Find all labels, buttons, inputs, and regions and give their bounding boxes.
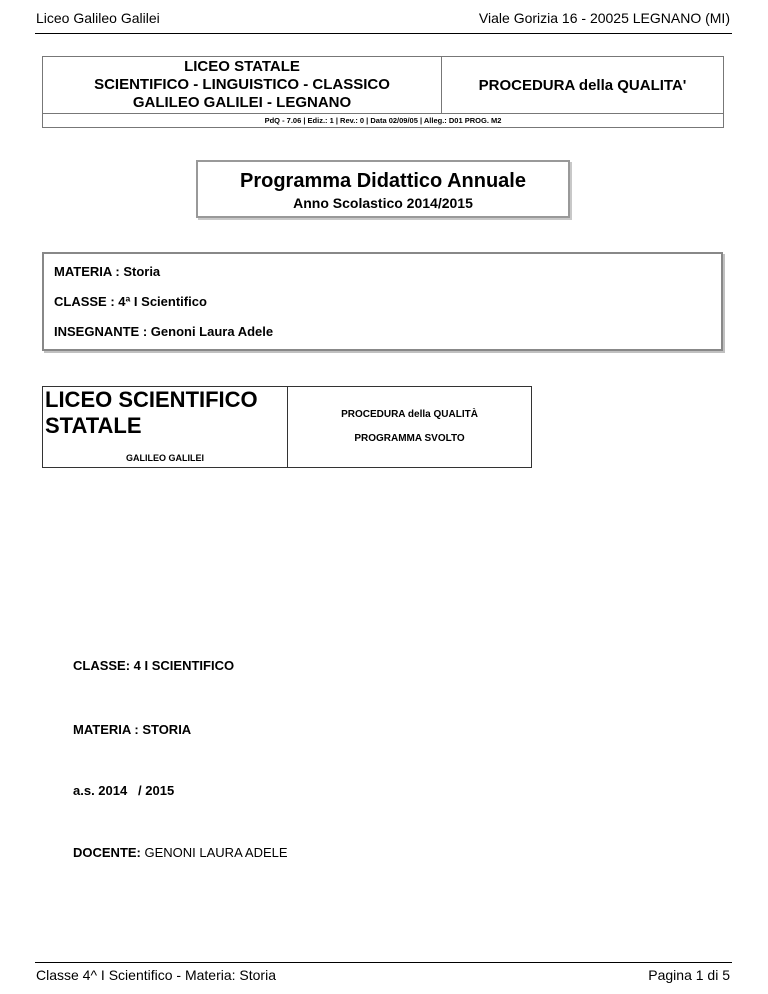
body-docente	[73, 845, 288, 860]
school-line-3: GALILEO GALILEI - LEGNANO	[132, 94, 352, 111]
school-line-1: LICEO STATALE	[184, 58, 300, 75]
liceo-header-table	[42, 386, 532, 468]
liceo-program: PROGRAMMA SVOLTO	[354, 433, 465, 444]
page-number: Pagina 1 di 5	[648, 967, 730, 983]
liceo-title	[45, 387, 258, 439]
page-header-right: Viale Gorizia 16 - 20025 LEGNANO (MI)	[478, 10, 730, 26]
school-line-2: SCIENTIFICO - LINGUISTICO - CLASSICO	[94, 76, 390, 93]
program-title: Programma Didattico Annuale	[240, 170, 526, 192]
liceo-procedure-cell	[288, 387, 531, 467]
liceo-title-line-1: LICEO SCIENTIFICO	[45, 387, 258, 412]
procedure-cell: PROCEDURA della QUALITA'	[478, 76, 687, 94]
page-footer-left: Classe 4^ I Scientifico - Materia: Storia	[36, 967, 276, 983]
liceo-school-name: GALILEO GALILEI	[126, 453, 204, 463]
quality-header-table	[42, 56, 724, 128]
body-materia: MATERIA : STORIA	[73, 722, 192, 737]
info-insegnante: INSEGNANTE : Genoni Laura Adele	[54, 324, 274, 339]
header-rule	[35, 33, 732, 34]
document-reference: PdQ - 7.06 | Ediz.: 1 | Rev.: 0 | Data 02/09/05 | Alleg.: D01 PROG. M2	[264, 115, 502, 125]
body-classe: CLASSE: 4 I SCIENTIFICO	[73, 658, 235, 673]
liceo-name-cell	[43, 387, 288, 467]
docente-label: DOCENTE:	[73, 845, 141, 860]
school-name-cell	[43, 57, 442, 113]
liceo-procedure: PROCEDURA della QUALITÀ	[341, 409, 478, 420]
course-info-box	[42, 252, 723, 351]
program-title-box	[196, 160, 570, 218]
quality-header-top-row	[43, 57, 723, 114]
school-year: Anno Scolastico 2014/2015	[293, 195, 473, 211]
docente-name: GENONI LAURA ADELE	[140, 845, 288, 860]
liceo-title-line-2: STATALE	[45, 413, 142, 438]
body-anno: a.s. 2014 / 2015	[73, 783, 175, 798]
page-header-left: Liceo Galileo Galilei	[36, 10, 160, 26]
info-materia: MATERIA : Storia	[54, 264, 161, 279]
footer-rule	[35, 962, 732, 963]
info-classe: CLASSE : 4ª I Scientifico	[54, 294, 207, 309]
